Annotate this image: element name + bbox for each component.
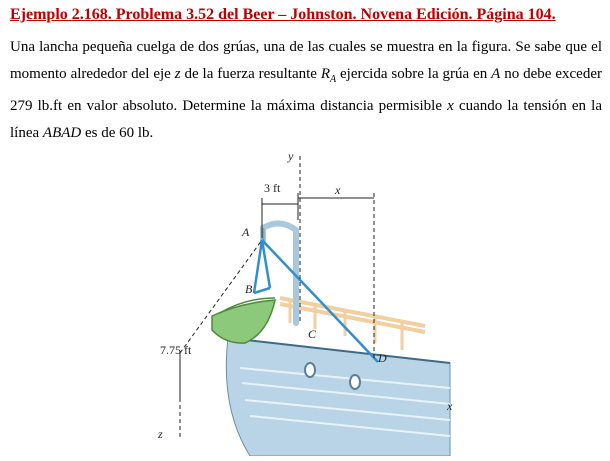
lifeboat <box>212 300 275 343</box>
point-a-symbol: A <box>491 66 501 82</box>
text-part-1: Una lancha pequeña cuelga de dos grúas, una de las cuales se muestra en la figura. Se sabe que el momento alrededor del eje <box>10 39 602 82</box>
porthole <box>350 375 360 389</box>
text-part-3: ejercida sobre la grúa en <box>336 66 492 82</box>
problem-statement <box>10 34 602 147</box>
text-part-2: de la fuerza resultante <box>180 66 321 82</box>
text-part-4: no debe exceder 279 lb.ft en valor absoluto. Determine la máxima distancia permisible <box>10 66 602 114</box>
line-abad-symbol: ABAD <box>42 125 82 141</box>
ship-hull <box>226 338 450 456</box>
davit-figure <box>150 148 470 456</box>
dimension-x-label: x <box>335 183 341 197</box>
axis-y-label: y <box>288 149 294 163</box>
text-part-6: es de 60 lb. <box>81 125 154 141</box>
axis-z-label: z <box>158 427 163 441</box>
point-b-label: B <box>245 282 253 296</box>
dimension-3ft-label: 3 ft <box>264 181 281 195</box>
force-ra-symbol: $R_A$ <box>320 66 337 85</box>
x-symbol: x <box>447 98 454 114</box>
porthole <box>305 363 315 377</box>
text-part-5: cuando la tensión en la línea <box>10 98 602 141</box>
document-title: Ejemplo 2.168. Problema 3.52 del Beer – Johnston. Novena Edición. Página 104. <box>10 6 556 23</box>
axis-z-symbol: z <box>174 66 181 82</box>
axis-x-label: x <box>447 399 453 413</box>
point-d-label: D <box>378 351 387 365</box>
dimension-775-label: 7.75 ft <box>160 343 192 357</box>
davit-diagram <box>150 148 470 456</box>
point-c-label: C <box>308 327 317 341</box>
point-a-label: A <box>242 225 250 239</box>
